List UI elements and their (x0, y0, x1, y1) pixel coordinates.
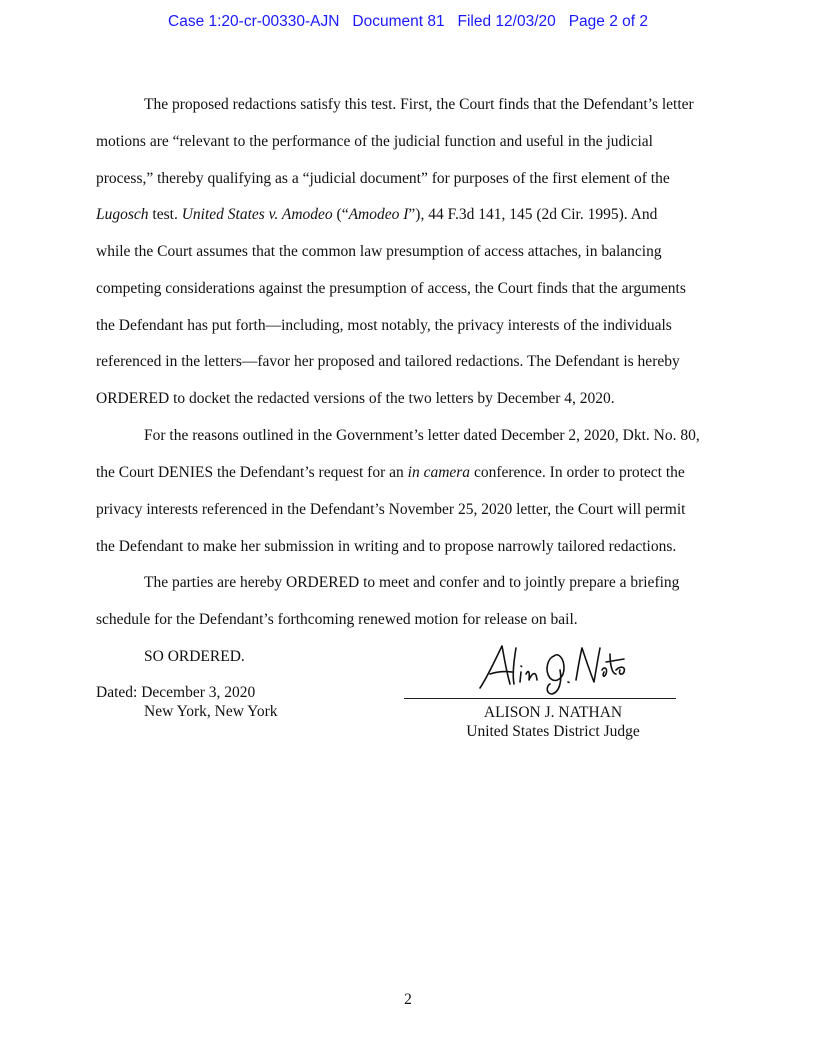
text-line: the Court DENIES the Defendant’s request for an in camera conference. In order to protect the (96, 464, 685, 481)
text-line: ORDERED to docket the redacted versions of the two letters by December 4, 2020. (96, 390, 615, 407)
text-line: For the reasons outlined in the Government’s letter dated December 2, 2020, Dkt. No. 80, (144, 427, 700, 444)
text-line: referenced in the letters—favor her proposed and tailored redactions. The Defendant is hereby (96, 353, 680, 370)
place-line: New York, New York (144, 703, 278, 720)
text-line: competing considerations against the presumption of access, the Court finds that the arguments (96, 280, 686, 297)
text-line: the Defendant has put forth—including, most notably, the privacy interests of the individuals (96, 317, 672, 334)
text-line: schedule for the Defendant’s forthcoming renewed motion for release on bail. (96, 611, 578, 628)
judge-title: United States District Judge (466, 723, 640, 740)
latin-term-italic: in camera (407, 464, 471, 481)
page-of: Page 2 of 2 (568, 13, 648, 30)
case-citation-italic: Lugosch (96, 206, 149, 223)
handwritten-signature (474, 640, 634, 696)
case-short-name-italic: Amodeo I (348, 206, 409, 223)
text-line: the Defendant to make her submission in writing and to propose narrowly tailored redactions. (96, 538, 677, 555)
ecf-header (0, 13, 816, 31)
case-citation-italic: United States v. Amodeo (181, 206, 333, 223)
judge-name: ALISON J. NATHAN (483, 704, 623, 721)
so-ordered: SO ORDERED. (144, 648, 245, 665)
text-line: while the Court assumes that the common law presumption of access attaches, in balancing (96, 243, 662, 260)
document-number: Document 81 (352, 13, 445, 30)
dated-line: Dated: December 3, 2020 (96, 684, 256, 701)
text-line: The parties are hereby ORDERED to meet and confer and to jointly prepare a briefing (144, 574, 680, 591)
text-line: privacy interests referenced in the Defendant’s November 25, 2020 letter, the Court will permit (96, 501, 686, 518)
page-number: 2 (404, 991, 412, 1008)
text-line: motions are “relevant to the performance of the judicial function and useful in the judicial (96, 133, 653, 150)
text-line: Lugosch test. United States v. Amodeo (“Amodeo I”), 44 F.3d 141, 145 (2d Cir. 1995). And (96, 206, 658, 223)
text-line: process,” thereby qualifying as a “judicial document” for purposes of the first element of the (96, 170, 670, 187)
text-line: The proposed redactions satisfy this test. First, the Court finds that the Defendant’s letter (144, 96, 694, 113)
case-number: Case 1:20-cr-00330-AJN (168, 13, 340, 30)
filed-date: Filed 12/03/20 (457, 13, 556, 30)
signature-line (404, 698, 676, 699)
